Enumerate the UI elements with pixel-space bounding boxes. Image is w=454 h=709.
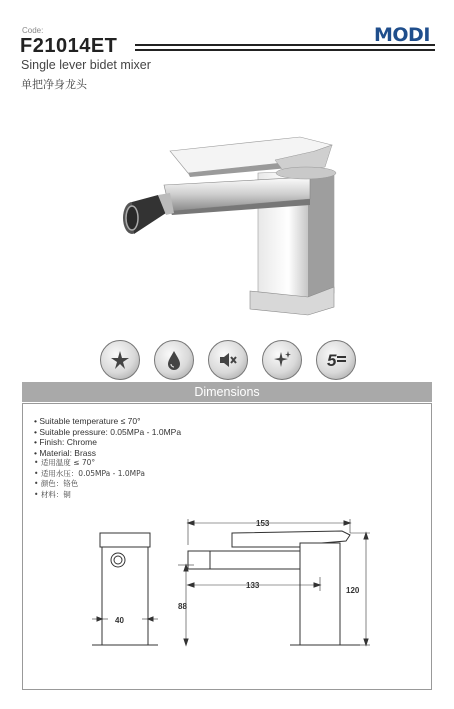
product-subtitle-cn: 单把净身龙头 [21, 78, 87, 91]
spec-list [34, 416, 181, 500]
feature-icons [100, 340, 356, 384]
spec-item: • 适用水压：0.05MPa - 1.0MPa [34, 469, 181, 480]
ceramic-cartridge-icon [100, 340, 140, 380]
length-dimension: 153 [256, 519, 270, 528]
spec-item: • 材料：铜 [34, 490, 181, 501]
model-number: F21014ET [20, 35, 118, 57]
height-dimension: 120 [346, 586, 360, 595]
spec-item: • Material: Brass [34, 448, 181, 459]
dimensions-heading: Dimensions [22, 382, 432, 402]
svg-text:5: 5 [327, 351, 337, 370]
spec-item: • Suitable pressure: 0.05MPa - 1.0MPa [34, 427, 181, 438]
spec-item: • Finish: Chrome [34, 437, 181, 448]
technical-drawing [60, 505, 430, 675]
spec-item: • 适用温度 ≤ 70° [34, 458, 181, 469]
five-year-warranty-icon [316, 340, 356, 380]
noise-reduction-icon [208, 340, 248, 380]
width-dimension: 40 [115, 616, 124, 625]
spec-item: • 颜色：铬色 [34, 479, 181, 490]
spout-height-dimension: 88 [178, 602, 187, 611]
product-subtitle: Single lever bidet mixer [21, 58, 151, 72]
water-saving-icon [154, 340, 194, 380]
code-label: Code: [22, 26, 44, 35]
easy-clean-icon [262, 340, 302, 380]
side-view [178, 519, 370, 645]
spec-item: • Suitable temperature ≤ 70° [34, 416, 181, 427]
spout-length-dimension: 133 [246, 581, 260, 590]
front-view [92, 533, 158, 645]
product-image [110, 115, 350, 320]
brand-logo: MODI [374, 24, 430, 46]
